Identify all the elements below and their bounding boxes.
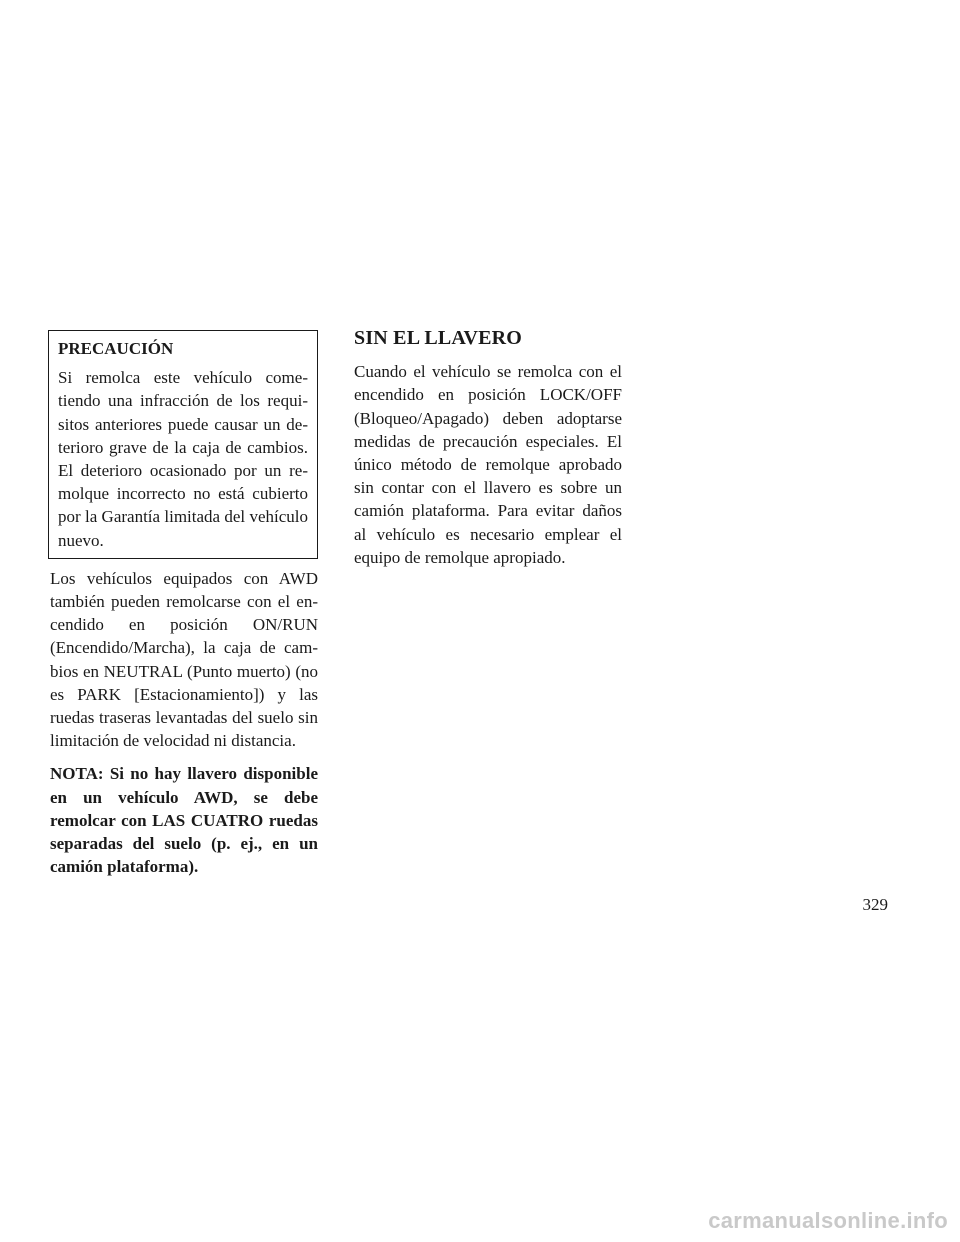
caution-box [48,330,318,559]
section-heading: SIN EL LLAVERO [354,327,523,349]
awd-towing-paragraph: Los vehículos equipados con AWD también pueden remolcarse con el encendido en posición ON/RUN (Encendido/Marcha), la caja de cambios en NEUTRAL (Punto muerto) (no es PARK [Estacionamiento]) y las ruedas traseras levantadas del suelo sin limitación de velocidad ni distancia. [50,568,318,751]
watermark: carmanualsonline.info [708,1208,948,1233]
left-column [50,330,318,878]
right-column [354,327,622,569]
caution-title: PRECAUCIÓN [58,339,174,358]
note-paragraph: NOTA: Si no hay llavero disponible en un vehículo AWD, se debe remolcar con LAS CUATRO ruedas separadas del suelo (p. ej., en un camión plataforma). [50,764,318,877]
page-number: 329 [862,895,888,914]
caution-text: Si remolca este vehículo cometiendo una infracción de los requisitos anteriores puede causar un deterioro grave de la caja de cambios. El deterioro ocasionado por un remolque incorrecto no está cubierto por la Garantía limitada del vehículo nuevo. [58,368,308,550]
section-paragraph: Cuando el vehículo se remolca con el encendido en posición LOCK/OFF (Bloqueo/Apagado) deben adoptarse medidas de precaución especiales. El único método de remolque aprobado sin contar con el llavero es sobre un camión plataforma. Para evitar daños al vehículo es necesario emplear el equipo de remolque apropiado. [354,362,622,567]
